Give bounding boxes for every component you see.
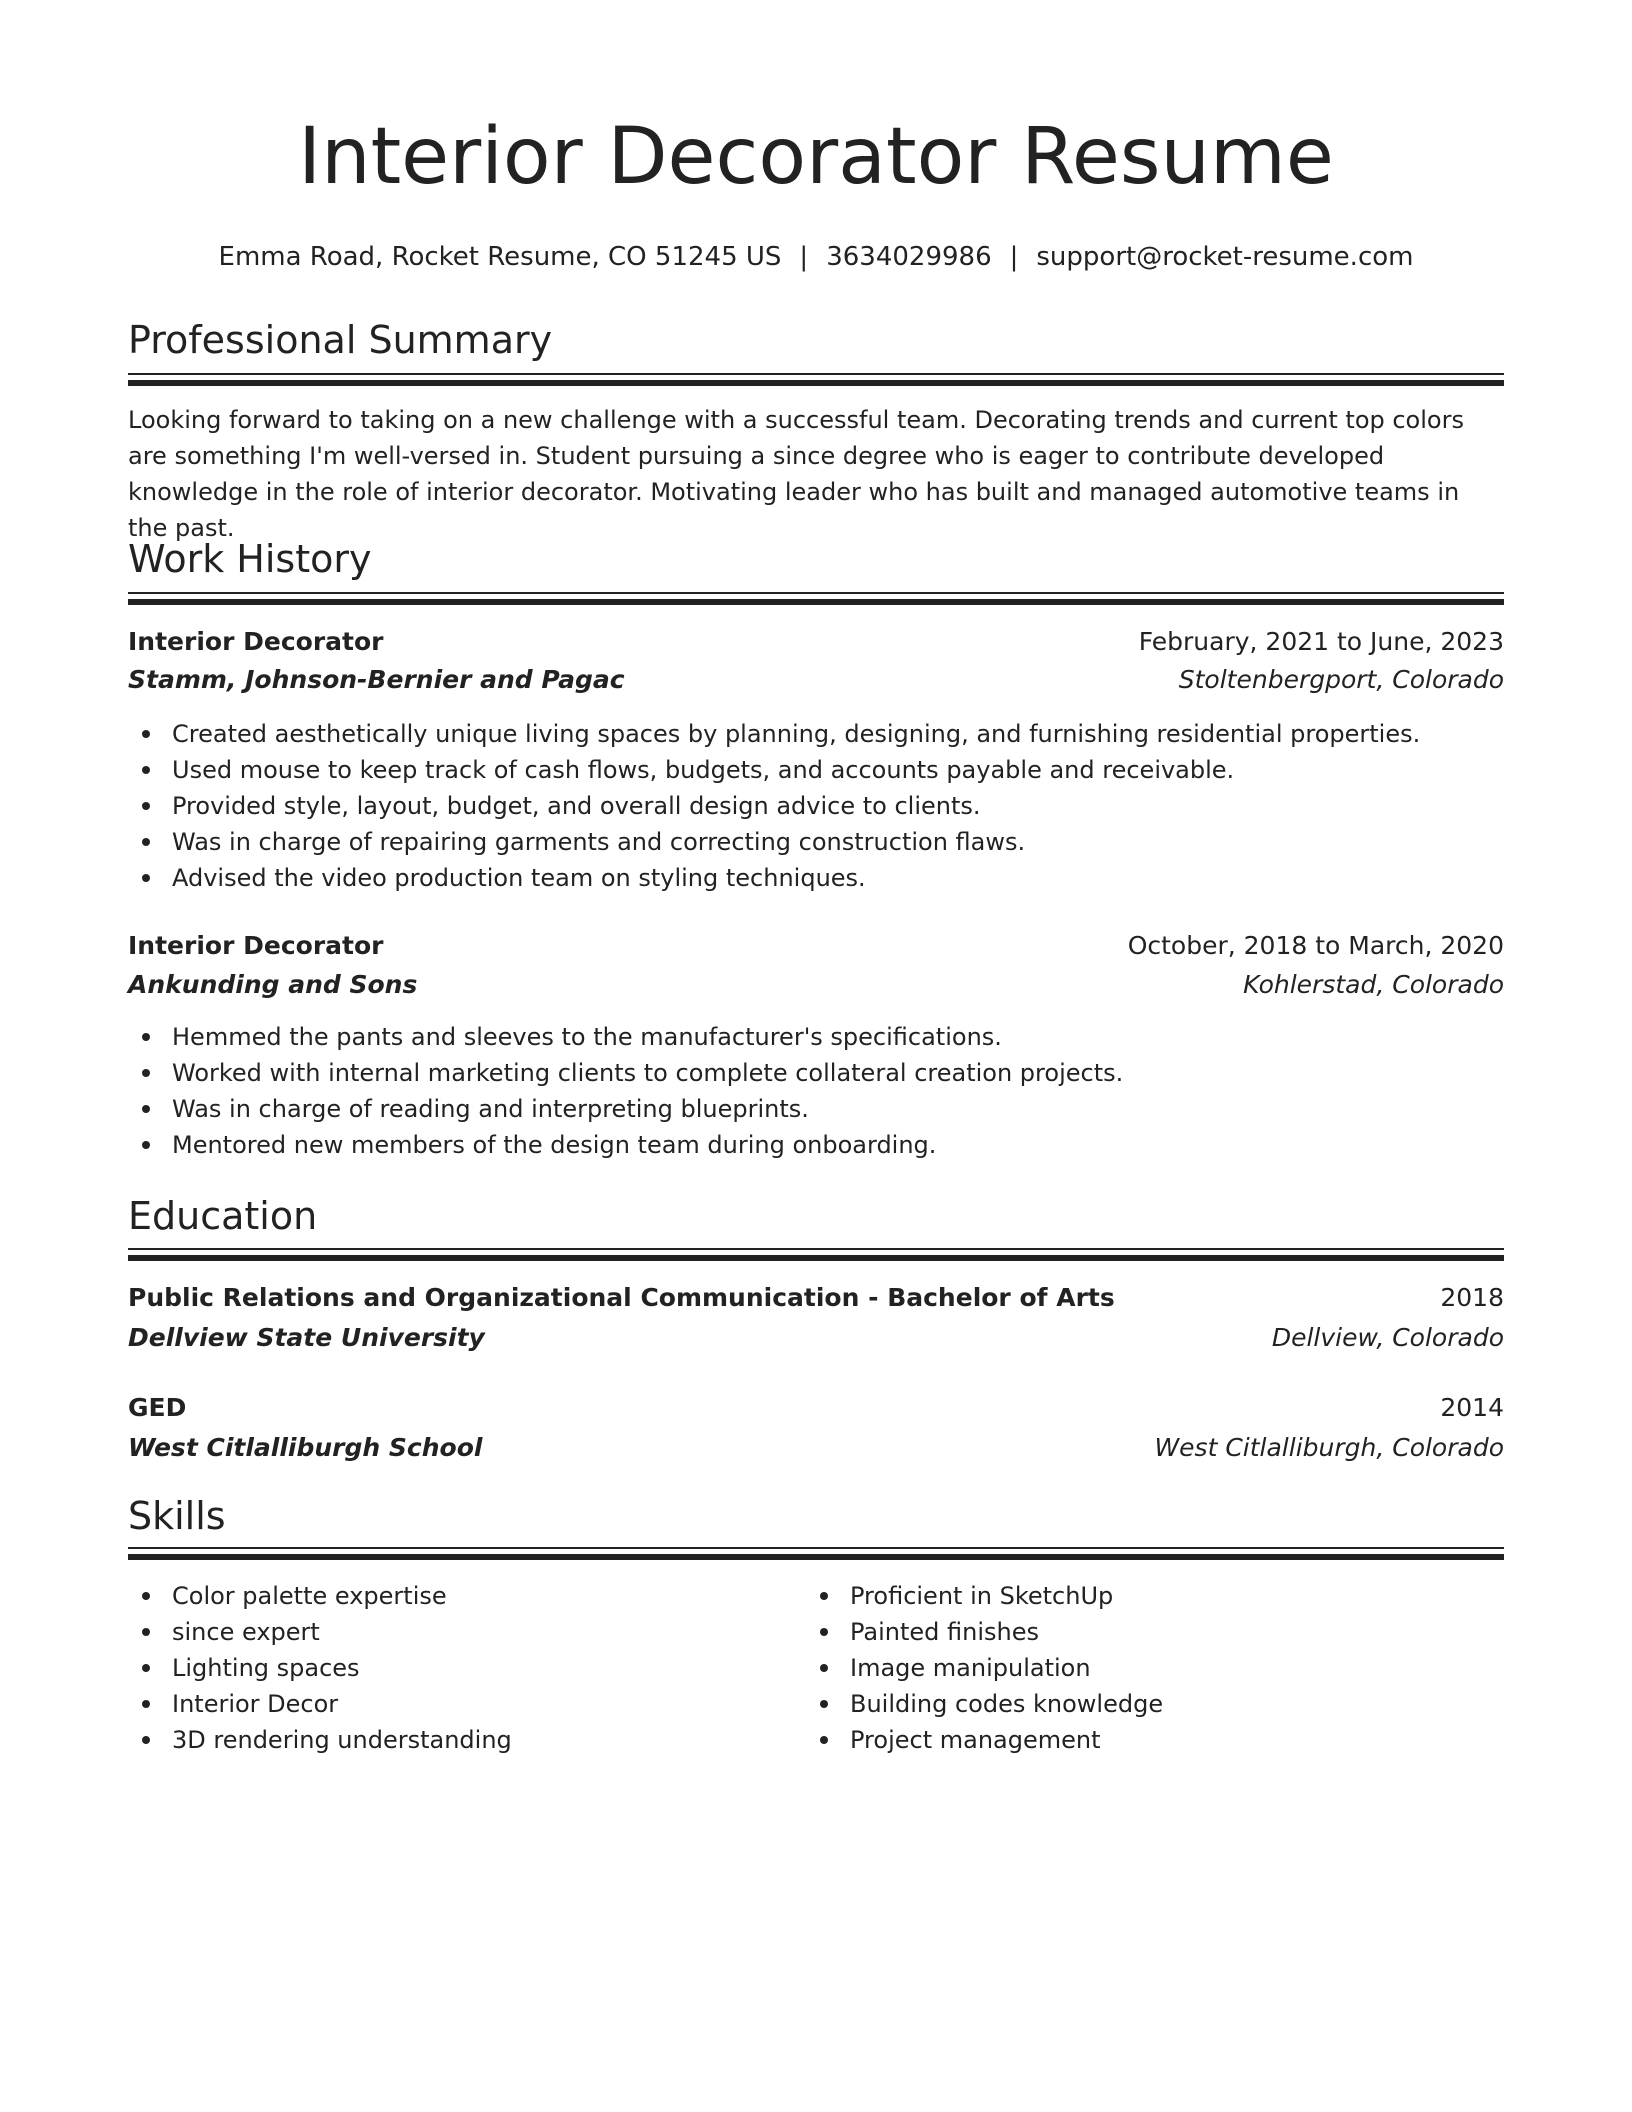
skill-item: Project management <box>850 1722 1163 1758</box>
education-year: 2014 <box>1440 1393 1504 1422</box>
skill-item: since expert <box>172 1614 512 1650</box>
list-item: Provided style, layout, budget, and overall design advice to clients. <box>172 788 1420 824</box>
job-header <box>128 626 1504 658</box>
education-location: West Citlalliburgh, Colorado <box>1154 1433 1504 1462</box>
section-divider <box>128 592 1504 606</box>
job-dates: February, 2021 to June, 2023 <box>1138 627 1504 656</box>
list-item: Was in charge of repairing garments and correcting construction flaws. <box>172 824 1420 860</box>
summary-text: Looking forward to taking on a new challenge with a successful team. Decorating trends and current top colors are something I'm well-versed in. Student pursuing a since degree who is eager to contribute developed knowledge in the role of interior decorator. Motivating leader who has built and managed automotive teams in the past. <box>128 406 1464 542</box>
education-header <box>128 1282 1504 1314</box>
education-degree: GED <box>128 1393 187 1422</box>
section-divider <box>128 1248 1504 1262</box>
skill-item: Color palette expertise <box>172 1578 512 1614</box>
education-location: Dellview, Colorado <box>1271 1323 1504 1352</box>
list-item: Used mouse to keep track of cash flows, budgets, and accounts payable and receivable. <box>172 752 1420 788</box>
job-company: Ankunding and Sons <box>128 970 418 999</box>
contact-phone: 3634029986 <box>826 242 992 272</box>
job-subheader <box>128 664 1504 696</box>
list-item: Mentored new members of the design team during onboarding. <box>172 1127 1123 1163</box>
list-item: Created aesthetically unique living spaces by planning, designing, and furnishing residential properties. <box>172 716 1420 752</box>
contact-line <box>128 242 1504 272</box>
job-header <box>128 930 1504 962</box>
job-title: Interior Decorator <box>128 627 384 656</box>
list-item: Worked with internal marketing clients to complete collateral creation projects. <box>172 1055 1123 1091</box>
job-bullets <box>128 716 1420 896</box>
skill-item: Painted finishes <box>850 1614 1163 1650</box>
section-divider <box>128 373 1504 387</box>
list-item: Advised the video production team on styling techniques. <box>172 860 1420 896</box>
education-school: West Citlalliburgh School <box>128 1433 483 1462</box>
page-title: Interior Decorator Resume <box>298 112 1334 202</box>
contact-separator: | <box>1009 242 1019 272</box>
education-header <box>128 1392 1504 1424</box>
contact-separator: | <box>799 242 809 272</box>
education-subheader <box>128 1432 1504 1464</box>
section-heading-work: Work History <box>128 537 372 581</box>
education-school: Dellview State University <box>128 1323 485 1352</box>
list-item: Hemmed the pants and sleeves to the manufacturer's specifications. <box>172 1019 1123 1055</box>
section-heading-skills: Skills <box>128 1494 226 1538</box>
contact-address: Emma Road, Rocket Resume, CO 51245 US <box>218 242 782 272</box>
skill-item: Lighting spaces <box>172 1650 512 1686</box>
skill-item: Interior Decor <box>172 1686 512 1722</box>
skill-item: Building codes knowledge <box>850 1686 1163 1722</box>
skills-list-right <box>806 1578 1163 1758</box>
job-bullets <box>128 1019 1123 1163</box>
skill-item: 3D rendering understanding <box>172 1722 512 1758</box>
skills-list-left <box>128 1578 512 1758</box>
list-item: Was in charge of reading and interpreting blueprints. <box>172 1091 1123 1127</box>
skill-item: Image manipulation <box>850 1650 1163 1686</box>
education-degree: Public Relations and Organizational Communication - Bachelor of Arts <box>128 1283 1115 1312</box>
job-location: Kohlerstad, Colorado <box>1243 970 1504 999</box>
section-divider <box>128 1547 1504 1561</box>
education-subheader <box>128 1322 1504 1354</box>
contact-email: support@rocket-resume.com <box>1036 242 1414 272</box>
job-company: Stamm, Johnson-Bernier and Pagac <box>128 665 625 694</box>
skill-item: Proficient in SketchUp <box>850 1578 1163 1614</box>
job-title: Interior Decorator <box>128 931 384 960</box>
job-location: Stoltenbergport, Colorado <box>1178 665 1504 694</box>
job-subheader <box>128 969 1504 1001</box>
section-heading-education: Education <box>128 1194 318 1238</box>
job-dates: October, 2018 to March, 2020 <box>1127 931 1504 960</box>
section-heading-summary: Professional Summary <box>128 318 553 362</box>
education-year: 2018 <box>1440 1283 1504 1312</box>
